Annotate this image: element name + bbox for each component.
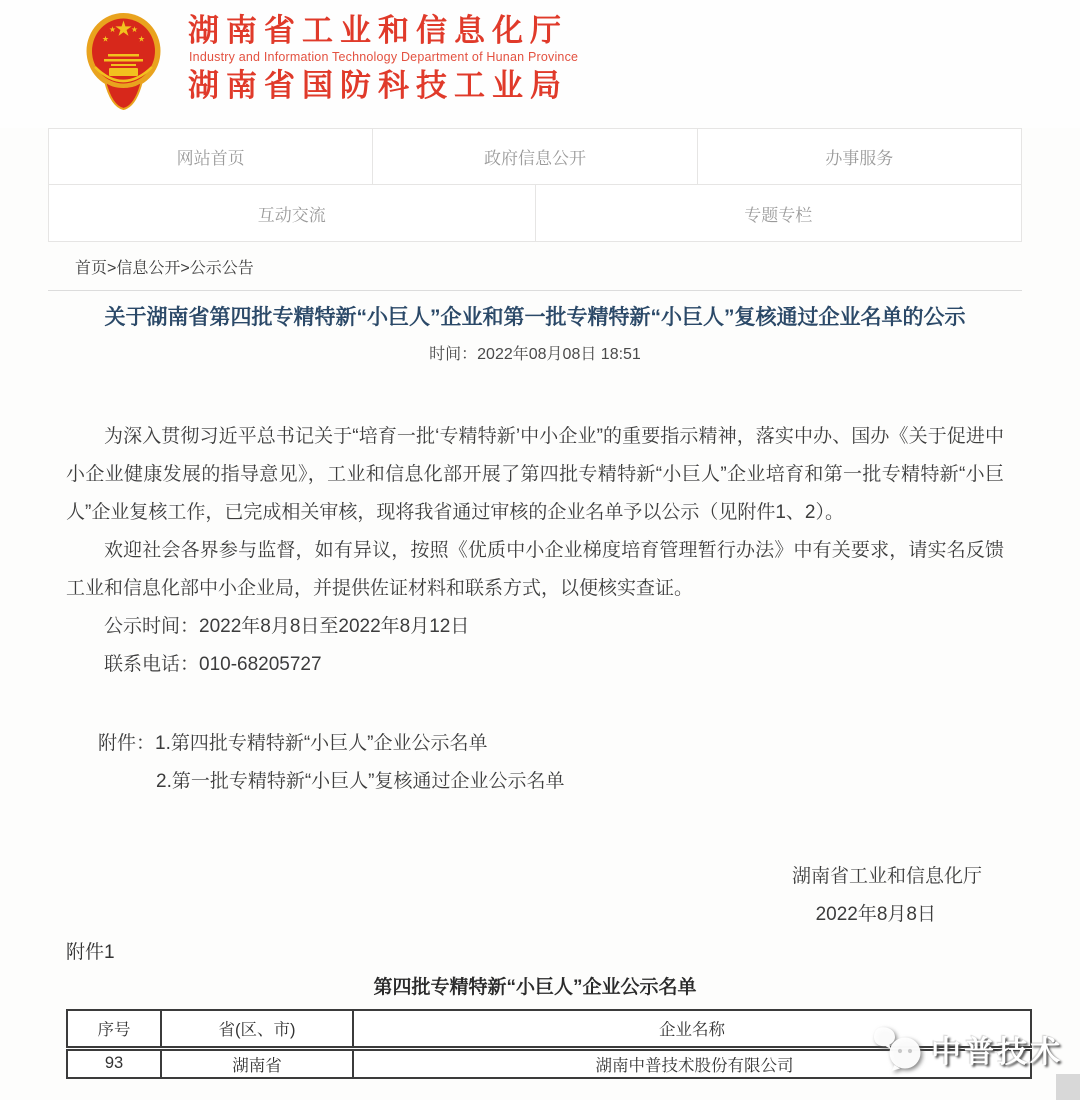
nav-item-interaction[interactable]: 互动交流 (49, 185, 536, 242)
publish-time: 时间：2022年08月08日 18:51 (429, 346, 641, 363)
nav-row-2 (49, 185, 1022, 242)
col-header-company: 企业名称 (353, 1010, 1031, 1048)
national-emblem-icon (85, 9, 162, 113)
corner-block (1056, 1074, 1080, 1100)
watermark-text: 中普技术 (931, 1036, 1063, 1069)
issue-date: 2022年8月8日 (815, 904, 936, 925)
nav-row-1 (49, 128, 1022, 185)
breadcrumb[interactable]: 首页>信息公开>公示公告 (75, 260, 254, 277)
nav-item-gov-info[interactable]: 政府信息公开 (373, 128, 697, 185)
doc-body (66, 418, 1004, 1079)
attachment-item-1: 附件：1.第四批专精特新“小巨人”企业公示名单 (98, 733, 488, 754)
col-header-index: 序号 (67, 1010, 161, 1048)
cell-province: 湖南省 (161, 1048, 353, 1078)
col-header-province: 省(区、市) (161, 1010, 353, 1048)
org-name-secondary: 湖南省国防科技工业局 (188, 68, 568, 103)
article (48, 304, 1022, 1079)
site-titles (188, 9, 578, 104)
table-row (67, 1048, 1031, 1078)
site-header (0, 0, 1080, 128)
org-name-english: Industry and Information Technology Department of Hunan Province (189, 50, 579, 64)
nav-item-home[interactable]: 网站首页 (49, 128, 373, 185)
cell-company: 湖南中普技术股份有限公司 (353, 1048, 1031, 1078)
contact-phone: 联系电话：010-68205727 (104, 654, 322, 675)
table-header (67, 1010, 1031, 1048)
attachment1-label: 附件1 (66, 942, 115, 963)
nav-item-services[interactable]: 办事服务 (698, 128, 1022, 185)
issuer-signature: 湖南省工业和信息化厅 (791, 866, 982, 887)
enterprise-table (66, 1009, 1032, 1079)
attachments-list (66, 725, 1004, 801)
attachment-item-2: 2.第一批专精特新“小巨人”复核通过企业公示名单 (156, 771, 565, 792)
publicity-period: 公示时间：2022年8月8日至2022年8月12日 (104, 616, 470, 637)
nav-item-special-columns[interactable]: 专题专栏 (536, 185, 1023, 242)
org-name-primary: 湖南省工业和信息化厅 (188, 13, 568, 48)
breadcrumb-bar (48, 242, 1022, 291)
paragraph-2: 欢迎社会各界参与监督，如有异议，按照《优质中小企业梯度培育管理暂行办法》中有关要求，请实名反馈工业和信息化部中小企业局，并提供佐证材料和联系方式，以便核实查证。 (66, 540, 1004, 599)
table-title: 第四批专精特新“小巨人”企业公示名单 (373, 977, 697, 998)
table-header-row (67, 1010, 1031, 1048)
cell-index: 93 (67, 1048, 161, 1078)
main-nav (48, 128, 1022, 242)
paragraph-1: 为深入贯彻习近平总书记关于“培育一批‘专精特新’中小企业”的重要指示精神，落实中办、国办《关于促进中小企业健康发展的指导意见》，工业和信息化部开展了第四批专精特新“小巨人”企业培育和第一批专精特新“小巨人”企业复核工作，已完成相关审核，现将我省通过审核的企业名单予以公示（见附件1、2）。 (66, 426, 1004, 523)
table-body (67, 1048, 1031, 1078)
page-title: 关于湖南省第四批专精特新“小巨人”企业和第一批专精特新“小巨人”复核通过企业名单的公示 (104, 306, 966, 329)
